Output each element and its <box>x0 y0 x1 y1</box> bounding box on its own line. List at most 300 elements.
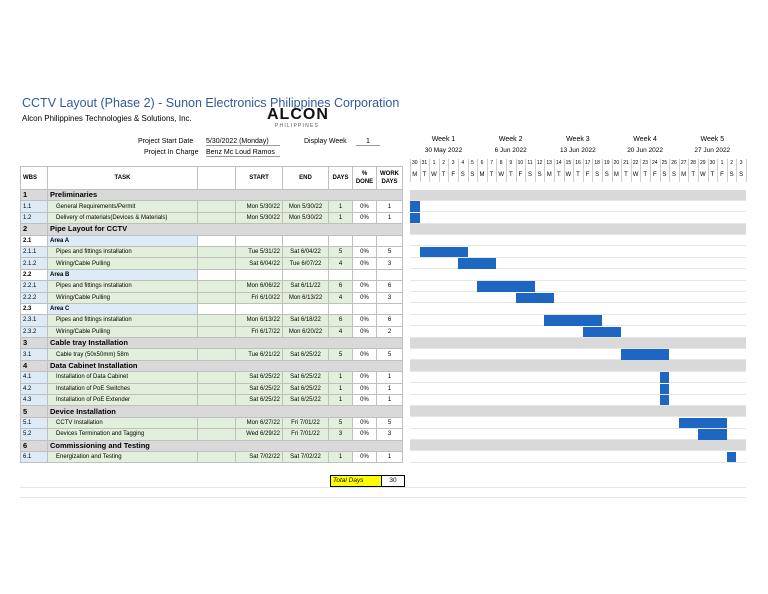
day-number: 19 <box>604 160 610 166</box>
end-date: Mon 5/30/22 <box>283 201 329 212</box>
day-divider <box>448 159 449 182</box>
start-date: Sat 6/25/22 <box>236 383 283 394</box>
day-divider <box>525 159 526 182</box>
day-letter: T <box>441 172 446 178</box>
wbs-cell: 5.2 <box>21 429 48 440</box>
task-spacer <box>198 395 236 406</box>
gantt-row <box>410 372 746 383</box>
day-number: 9 <box>509 160 513 166</box>
day-number: 13 <box>546 160 552 166</box>
gantt-row <box>410 303 746 314</box>
days-cell: 6 <box>329 281 353 292</box>
start-date: Mon 6/13/22 <box>236 315 283 326</box>
phase-row[interactable] <box>21 190 403 201</box>
gantt-row <box>410 269 746 280</box>
task-spacer <box>198 349 236 360</box>
day-divider <box>410 159 411 182</box>
days-cell: 6 <box>329 315 353 326</box>
day-number: 30 <box>709 160 716 166</box>
days-cell: 4 <box>329 326 353 337</box>
company-subtitle: Alcon Philippines Technologies & Solutions, Inc. <box>22 114 192 123</box>
day-letter: W <box>498 172 505 178</box>
percent-done: 0% <box>353 395 377 406</box>
day-letter: S <box>729 172 734 178</box>
week-date: 27 Jun 2022 <box>694 147 731 154</box>
wbs-cell: 5.1 <box>21 417 48 428</box>
day-number: 27 <box>680 160 687 166</box>
week-date: 20 Jun 2022 <box>627 147 663 154</box>
task-name: Wiring/Cable Pulling <box>48 258 198 269</box>
gantt-bar[interactable] <box>727 452 737 462</box>
logo-word: ALCON <box>267 106 329 123</box>
header-spacer <box>198 167 236 190</box>
day-number: 22 <box>632 160 639 166</box>
day-divider <box>487 159 488 182</box>
task-name: Cable tray (50x50mm) 58m <box>48 349 198 360</box>
end-date: Sat 6/25/22 <box>283 372 329 383</box>
gantt-bar[interactable] <box>516 293 554 303</box>
end-date: Fri 7/01/22 <box>283 417 329 428</box>
task-row[interactable] <box>21 326 403 337</box>
gantt-bar[interactable] <box>621 349 669 359</box>
days-cell: 5 <box>329 246 353 257</box>
day-letter: T <box>691 172 696 178</box>
gantt-row <box>410 451 746 462</box>
page-title: CCTV Layout (Phase 2) - Sunon Electronics Philippines Corporation <box>22 96 400 110</box>
gantt-bar[interactable] <box>660 372 670 382</box>
phase-name: Commissioning and Testing <box>48 440 403 451</box>
work-days: 1 <box>377 395 403 406</box>
phase-row[interactable] <box>21 224 403 235</box>
day-letter: S <box>470 172 475 178</box>
day-divider <box>736 159 737 182</box>
task-name: Pipes and fittings installation <box>48 246 198 257</box>
day-letter: M <box>546 172 552 178</box>
wbs-cell: 2.3.2 <box>21 326 48 337</box>
day-letter: W <box>632 172 639 178</box>
task-spacer <box>198 281 236 292</box>
day-letter: W <box>699 172 706 178</box>
day-letter: S <box>537 172 542 178</box>
wbs-cell: 4 <box>21 360 48 371</box>
day-number: 21 <box>623 160 629 166</box>
day-letter: W <box>565 172 572 178</box>
start-date: Tue 5/31/22 <box>236 246 283 257</box>
work-days: 2 <box>377 326 403 337</box>
day-divider <box>679 159 680 182</box>
gantt-row <box>410 201 746 212</box>
percent-done: 0% <box>353 417 377 428</box>
end-date: Sat 6/04/22 <box>283 246 329 257</box>
project-in-charge-value[interactable]: Benz Mc Loud Ramos <box>206 149 280 157</box>
footer-divider <box>20 497 746 498</box>
phase-row[interactable] <box>21 338 403 349</box>
day-number: 10 <box>517 160 524 166</box>
day-letter: S <box>460 172 465 178</box>
day-divider <box>468 159 469 182</box>
gantt-row <box>410 326 746 337</box>
day-number: 16 <box>575 160 581 166</box>
end-date: Sat 6/18/22 <box>283 315 329 326</box>
gantt-phase-row <box>410 190 746 201</box>
task-row[interactable] <box>21 201 403 212</box>
work-days: 5 <box>377 246 403 257</box>
day-letter: F <box>451 172 456 178</box>
gantt-row <box>410 292 746 303</box>
day-letter: T <box>624 172 628 178</box>
task-name: Wiring/Cable Pulling <box>48 292 198 303</box>
day-letter: S <box>604 172 609 178</box>
work-days: 3 <box>377 292 403 303</box>
task-table <box>20 166 403 463</box>
wbs-cell: 6.1 <box>21 451 48 462</box>
gantt-phase-row <box>410 360 746 371</box>
day-divider <box>544 159 545 182</box>
area-row[interactable] <box>21 269 403 280</box>
task-spacer <box>198 258 236 269</box>
day-number: 2 <box>442 160 445 166</box>
task-row[interactable] <box>21 429 403 440</box>
day-divider <box>727 159 728 182</box>
day-number: 18 <box>594 160 600 166</box>
footer-divider <box>20 487 746 488</box>
day-divider <box>698 159 699 182</box>
area-row[interactable] <box>21 235 403 246</box>
task-name: Installation of PoE Switches <box>48 383 198 394</box>
wbs-cell: 2.3 <box>21 303 48 314</box>
days-cell: 1 <box>329 201 353 212</box>
task-name: Pipes and fittings installation <box>48 281 198 292</box>
start-date: Fri 6/17/22 <box>236 326 283 337</box>
work-days: 5 <box>377 417 403 428</box>
phase-row[interactable] <box>21 406 403 417</box>
start-date-label: Project Start Date <box>138 138 194 145</box>
day-divider <box>420 159 421 182</box>
day-letter: S <box>527 172 532 178</box>
task-name: Wiring/Cable Pulling <box>48 326 198 337</box>
end-date: Sat 6/25/22 <box>283 383 329 394</box>
day-number: 3 <box>739 160 743 166</box>
work-days: 3 <box>377 429 403 440</box>
task-name: Pipes and fittings installation <box>48 315 198 326</box>
total-days-value: 30 <box>381 475 405 487</box>
day-divider <box>669 159 670 182</box>
task-row[interactable] <box>21 258 403 269</box>
work-days: 6 <box>377 315 403 326</box>
day-divider <box>621 159 622 182</box>
day-number: 3 <box>451 160 455 166</box>
gantt-row <box>410 395 746 406</box>
day-letter: S <box>595 172 600 178</box>
task-spacer <box>198 292 236 303</box>
day-number: 1 <box>720 160 724 166</box>
phase-name: Pipe Layout for CCTV <box>48 224 403 235</box>
header-start: START <box>236 167 283 190</box>
day-divider <box>612 159 613 182</box>
wbs-cell: 4.3 <box>21 395 48 406</box>
day-letter: T <box>422 172 427 178</box>
day-letter: F <box>585 172 590 178</box>
day-number: 26 <box>671 160 677 166</box>
task-row[interactable] <box>21 349 403 360</box>
gantt-bar[interactable] <box>544 315 602 325</box>
week-date: 6 Jun 2022 <box>494 147 527 154</box>
gantt-bar[interactable] <box>458 258 496 268</box>
wbs-cell: 2.2.1 <box>21 281 48 292</box>
task-spacer <box>198 315 236 326</box>
start-date: Mon 6/27/22 <box>236 417 283 428</box>
start-date-value[interactable]: 5/30/2022 (Monday) <box>206 138 280 146</box>
percent-done: 0% <box>353 201 377 212</box>
percent-done: 0% <box>353 383 377 394</box>
day-number: 8 <box>499 160 503 166</box>
table-header-row <box>21 167 403 190</box>
day-letter: F <box>720 172 724 178</box>
day-letter: S <box>671 172 676 178</box>
percent-done: 0% <box>353 315 377 326</box>
days-cell: 1 <box>329 383 353 394</box>
task-spacer <box>198 383 236 394</box>
gantt-phase-row <box>410 338 746 349</box>
day-number: 17 <box>584 160 591 166</box>
wbs-cell: 6 <box>21 440 48 451</box>
day-letter: F <box>518 172 523 178</box>
task-row[interactable] <box>21 315 403 326</box>
area-row[interactable] <box>21 303 403 314</box>
gantt-row <box>410 212 746 223</box>
gantt-phase-row <box>410 224 746 235</box>
day-divider <box>583 159 584 182</box>
task-row[interactable] <box>21 395 403 406</box>
day-letter: W <box>431 172 437 178</box>
wbs-cell: 2.1.1 <box>21 246 48 257</box>
days-cell: 4 <box>329 258 353 269</box>
task-row[interactable] <box>21 383 403 394</box>
task-name: General Requirements/Permit <box>48 201 198 212</box>
gantt-bar[interactable] <box>477 281 535 291</box>
day-divider <box>477 159 478 182</box>
task-row[interactable] <box>21 417 403 428</box>
day-divider <box>650 159 651 182</box>
day-divider <box>564 159 565 182</box>
day-letter: T <box>489 172 494 178</box>
day-divider <box>429 159 430 182</box>
day-divider <box>631 159 632 182</box>
day-divider <box>688 159 689 182</box>
days-cell: 4 <box>329 292 353 303</box>
wbs-cell: 1 <box>21 190 48 201</box>
wbs-cell: 2.1.2 <box>21 258 48 269</box>
gantt-row <box>410 429 746 440</box>
day-letter: T <box>556 172 561 178</box>
day-number: 23 <box>642 160 648 166</box>
end-date: Fri 7/01/22 <box>283 429 329 440</box>
end-date: Mon 6/13/22 <box>283 292 329 303</box>
work-days: 3 <box>377 258 403 269</box>
start-date: Mon 6/06/22 <box>236 281 283 292</box>
task-name: CCTV Installation <box>48 417 198 428</box>
start-date: Sat 6/04/22 <box>236 258 283 269</box>
task-row[interactable] <box>21 451 403 462</box>
day-number: 11 <box>527 160 533 166</box>
phase-row[interactable] <box>21 440 403 451</box>
day-divider <box>717 159 718 182</box>
task-rows <box>21 190 403 463</box>
percent-done: 0% <box>353 246 377 257</box>
week-label: Week 3 <box>566 136 590 143</box>
day-letter: T <box>643 172 648 178</box>
percent-done: 0% <box>353 281 377 292</box>
task-spacer <box>198 417 236 428</box>
area-name: Area B <box>48 269 198 280</box>
day-number: 14 <box>556 160 562 166</box>
day-divider <box>535 159 536 182</box>
day-divider <box>554 159 555 182</box>
day-divider <box>506 159 507 182</box>
day-number: 30 <box>412 160 418 166</box>
days-cell: 1 <box>329 451 353 462</box>
alcon-logo <box>267 107 327 131</box>
percent-done: 0% <box>353 212 377 223</box>
day-divider <box>458 159 459 182</box>
task-name: Delivery of materials(Devices & Materials) <box>48 212 198 223</box>
task-row[interactable] <box>21 246 403 257</box>
days-cell: 5 <box>329 417 353 428</box>
work-days: 1 <box>377 372 403 383</box>
wbs-cell: 3 <box>21 338 48 349</box>
end-date: Sat 6/25/22 <box>283 349 329 360</box>
day-number: 28 <box>690 160 696 166</box>
project-in-charge-label: Project In Charge <box>144 149 199 156</box>
day-number: 4 <box>461 160 465 166</box>
phase-name: Preliminaries <box>48 190 403 201</box>
gantt-row <box>410 281 746 292</box>
day-number: 24 <box>652 160 658 166</box>
week-date: 13 Jun 2022 <box>559 147 596 154</box>
gantt-bar[interactable] <box>410 213 420 223</box>
work-days: 1 <box>377 451 403 462</box>
end-date: Sat 7/02/22 <box>283 451 329 462</box>
day-letter: T <box>508 172 513 178</box>
header-end: END <box>283 167 329 190</box>
phase-name: Cable tray Installation <box>48 338 403 349</box>
start-date: Tue 6/21/22 <box>236 349 283 360</box>
task-row[interactable] <box>21 281 403 292</box>
wbs-cell: 2.2.2 <box>21 292 48 303</box>
task-row[interactable] <box>21 212 403 223</box>
area-name: Area A <box>48 235 198 246</box>
start-date: Sat 7/02/22 <box>236 451 283 462</box>
days-cell: 1 <box>329 395 353 406</box>
gantt-bar[interactable] <box>660 384 670 394</box>
task-spacer <box>198 451 236 462</box>
display-week-label: Display Week <box>304 138 347 145</box>
week-label: Week 5 <box>700 136 725 143</box>
work-days: 5 <box>377 349 403 360</box>
gantt-phase-row <box>410 440 746 451</box>
task-row[interactable] <box>21 372 403 383</box>
task-spacer <box>198 212 236 223</box>
work-days: 1 <box>377 383 403 394</box>
day-divider <box>516 159 517 182</box>
phase-name: Data Cabinet Installation <box>48 360 403 371</box>
end-date: Sat 6/25/22 <box>283 395 329 406</box>
gantt-bar[interactable] <box>410 201 420 211</box>
wbs-cell: 2.1 <box>21 235 48 246</box>
day-divider <box>746 159 747 182</box>
start-date: Fri 6/10/22 <box>236 292 283 303</box>
gantt-bar[interactable] <box>698 429 727 439</box>
gantt-bar[interactable] <box>660 395 670 405</box>
day-number: 25 <box>661 160 668 166</box>
day-letter: F <box>652 172 657 178</box>
start-date: Mon 5/30/22 <box>236 201 283 212</box>
percent-done: 0% <box>353 292 377 303</box>
task-name: Installation of Data Cabinet <box>48 372 198 383</box>
wbs-cell: 1.2 <box>21 212 48 223</box>
gantt-bar[interactable] <box>420 247 468 257</box>
end-date: Tue 6/07/22 <box>283 258 329 269</box>
day-number: 2 <box>730 160 733 166</box>
work-days: 6 <box>377 281 403 292</box>
start-date: Wed 6/29/22 <box>236 429 283 440</box>
phase-name: Device Installation <box>48 406 403 417</box>
display-week-value[interactable]: 1 <box>356 138 380 146</box>
header-task: TASK <box>48 167 198 190</box>
task-spacer <box>198 429 236 440</box>
day-letter: M <box>681 172 687 178</box>
day-divider <box>660 159 661 182</box>
gantt-row <box>410 349 746 360</box>
percent-done: 0% <box>353 349 377 360</box>
task-spacer <box>198 372 236 383</box>
day-number: 20 <box>613 160 620 166</box>
wbs-cell: 2 <box>21 224 48 235</box>
gantt-row <box>410 235 746 246</box>
gantt-bar[interactable] <box>679 418 727 428</box>
end-date: Mon 5/30/22 <box>283 212 329 223</box>
header-done: % DONE <box>353 167 377 190</box>
day-number: 7 <box>490 160 493 166</box>
day-letter: S <box>739 172 744 178</box>
phase-row[interactable] <box>21 360 403 371</box>
wbs-cell: 4.2 <box>21 383 48 394</box>
total-days-label: Total Days <box>330 475 382 487</box>
end-date: Sat 6/11/22 <box>283 281 329 292</box>
start-date: Sat 6/25/22 <box>236 372 283 383</box>
header-work: WORK DAYS <box>377 167 403 190</box>
day-divider <box>573 159 574 182</box>
area-name: Area C <box>48 303 198 314</box>
header-wbs: WBS <box>21 167 48 190</box>
day-divider <box>592 159 593 182</box>
day-letter: M <box>412 172 418 178</box>
task-name: Devices Termination and Tagging <box>48 429 198 440</box>
gantt-bar[interactable] <box>583 327 621 337</box>
task-spacer <box>198 246 236 257</box>
wbs-cell: 1.1 <box>21 201 48 212</box>
day-divider <box>602 159 603 182</box>
day-letter: M <box>613 172 619 178</box>
gantt-phase-row <box>410 406 746 417</box>
day-divider <box>496 159 497 182</box>
wbs-cell: 5 <box>21 406 48 417</box>
gantt-chart <box>410 132 746 472</box>
task-name: Installation of PoE Extender <box>48 395 198 406</box>
task-spacer <box>198 201 236 212</box>
day-number: 6 <box>480 160 484 166</box>
task-row[interactable] <box>21 292 403 303</box>
